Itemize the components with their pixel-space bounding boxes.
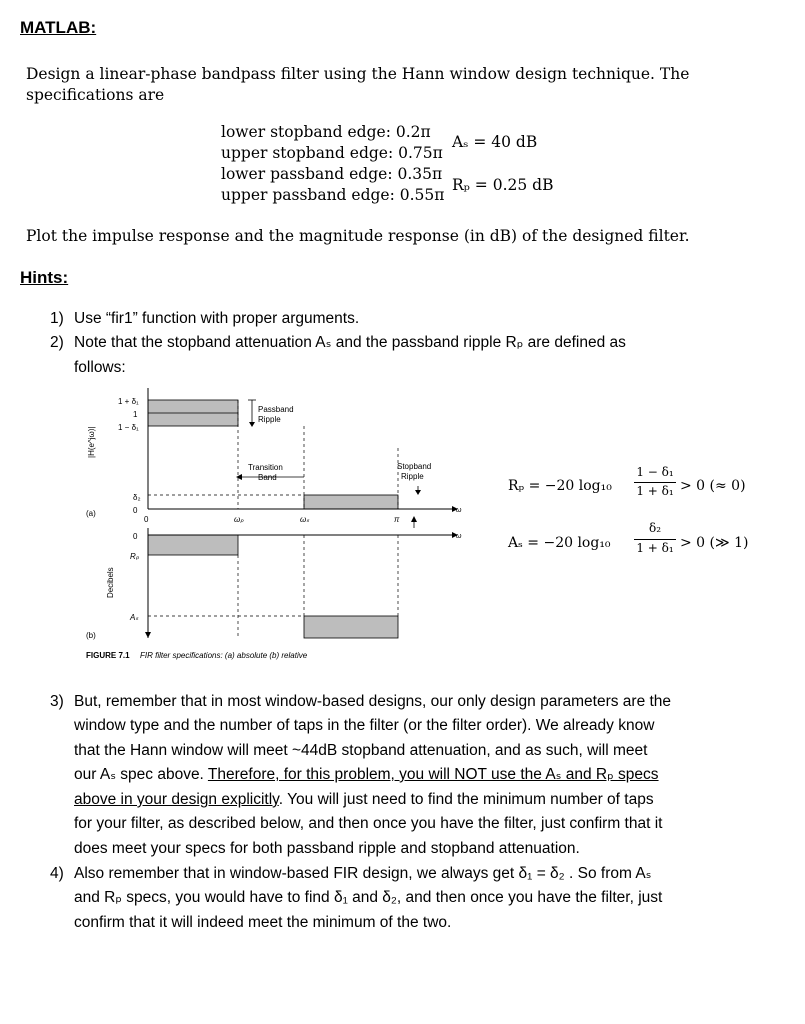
- hint-3-line-2: window type and the number of taps in the filter (or the filter order). We already know: [74, 717, 655, 734]
- intro-line-1: Design a linear-phase bandpass filter using the Hann window design technique. The: [26, 65, 690, 83]
- hint-3-line-1: But, remember that in most window-based designs, our only design parameters are the: [74, 693, 672, 710]
- tick-omega-b: ω: [456, 533, 462, 540]
- formula-as-bar: [634, 539, 676, 540]
- task-text: Plot the impulse response and the magnitude response (in dB) of the designed filter.: [26, 227, 690, 245]
- filter-spec-figure: [82, 388, 472, 666]
- tick-ws: ωₛ: [300, 515, 310, 524]
- tick-1: 1: [133, 410, 138, 419]
- y-label-b: Decibels: [106, 567, 115, 598]
- tick-0-b: 0: [133, 532, 138, 541]
- hint-3-line-7: does meet your specs for both passband ripple and stopband attenuation.: [74, 840, 580, 857]
- hint-3-line-4: [74, 763, 659, 788]
- y-label-a: |H(e^jω)|: [87, 426, 96, 458]
- formula-rp-denominator: 1 + δ₁: [636, 484, 674, 498]
- hint-3-line-4-plain: our Aₛ spec above.: [74, 766, 208, 783]
- hint-3-line-5: [74, 788, 654, 813]
- stopband-region-a: [304, 495, 398, 509]
- tick-omega-a: ω: [456, 507, 462, 514]
- hint-4-line-3: confirm that it will indeed meet the minimum of the two.: [74, 914, 452, 931]
- stopband-region-b: [304, 616, 398, 638]
- spec-upper-passband: upper passband edge: 0.55π: [221, 186, 445, 204]
- tick-1-plus-delta1: 1 + δ₁: [118, 397, 139, 406]
- hint-3-number: 3): [50, 693, 64, 710]
- hint-4-line-1: Also remember that in window-based FIR design, we always get δ₁ = δ₂ . So from Aₛ: [74, 865, 652, 882]
- passband-ripple-label-1: Passband: [258, 405, 294, 414]
- spec-stopband-attenuation: Aₛ = 40 dB: [452, 133, 538, 151]
- spec-lower-stopband: lower stopband edge: 0.2π: [221, 123, 431, 141]
- passband-region-b: [148, 535, 238, 555]
- tick-pi: π: [394, 515, 400, 524]
- spec-lower-passband: lower passband edge: 0.35π: [221, 165, 443, 183]
- formula-as-lhs: Aₛ = −20 log₁₀: [508, 535, 611, 551]
- transition-band-label-1: Transition: [248, 463, 283, 472]
- hint-2-text-line-1: Note that the stopband attenuation Aₛ and the passband ripple Rₚ are defined as: [74, 334, 626, 351]
- formula-as-denominator: 1 + δ₁: [636, 541, 674, 555]
- spec-passband-ripple: Rₚ = 0.25 dB: [452, 176, 554, 194]
- hint-1-text: Use “fir1” function with proper arguments.: [74, 310, 360, 327]
- formula-rp-bar: [634, 482, 676, 483]
- transition-band-label-2: Band: [258, 473, 277, 482]
- hint-1-number: 1): [50, 310, 64, 327]
- tick-wp: ωₚ: [234, 515, 244, 524]
- formula-rp-numerator: 1 − δ₁: [636, 465, 674, 479]
- hint-4-line-2: and Rₚ specs, you would have to find δ₁ and δ₂, and then once you have the filter, just: [74, 889, 663, 906]
- tick-rp: Rₚ: [130, 552, 140, 561]
- stopband-ripple-label-1: Stopband: [397, 462, 432, 471]
- tick-0-x: 0: [144, 515, 149, 524]
- tick-as: Aₛ: [130, 613, 139, 622]
- hint-3-line-5-plain: . You will just need to find the minimum number of taps: [278, 791, 654, 808]
- tick-1-minus-delta1: 1 − δ₁: [118, 423, 139, 432]
- spec-upper-stopband: upper stopband edge: 0.75π: [221, 144, 443, 162]
- hint-2-number: 2): [50, 334, 64, 351]
- hint-2-text-line-2: follows:: [74, 359, 126, 376]
- figure-caption-number: FIGURE 7.1: [86, 651, 130, 660]
- label-a: (a): [86, 509, 96, 518]
- page-title: MATLAB:: [20, 18, 97, 37]
- formula-rp-rhs: > 0 (≈ 0): [680, 478, 746, 494]
- figure-caption-text: FIR filter specifications: (a) absolute (b) relative: [140, 651, 308, 660]
- formula-as-rhs: > 0 (≫ 1): [680, 535, 749, 551]
- hint-3-line-5-underlined: above in your design explicitly: [74, 791, 279, 808]
- hint-3-line-3: that the Hann window will meet ~44dB stopband attenuation, and as such, will meet: [74, 742, 648, 759]
- hint-3-line-4-underlined: Therefore, for this problem, you will NOT use the Aₛ and Rₚ specs: [207, 766, 659, 783]
- passband-ripple-label-2: Ripple: [258, 415, 281, 424]
- tick-delta2: δ₂: [133, 493, 141, 502]
- y-axis-b-arrow: [145, 632, 151, 638]
- stopband-ripple-label-2: Ripple: [401, 472, 424, 481]
- formula-as-numerator: δ₂: [648, 521, 662, 535]
- hint-4-number: 4): [50, 865, 64, 882]
- intro-line-2: specifications are: [26, 86, 165, 104]
- hint-3-line-6: for your filter, as described below, and then once you have the filter, just confirm that it: [74, 815, 663, 832]
- hints-heading: Hints:: [20, 268, 69, 287]
- tick-0-a: 0: [133, 506, 138, 515]
- label-b: (b): [86, 631, 96, 640]
- formula-rp-lhs: Rₚ = −20 log₁₀: [508, 478, 612, 494]
